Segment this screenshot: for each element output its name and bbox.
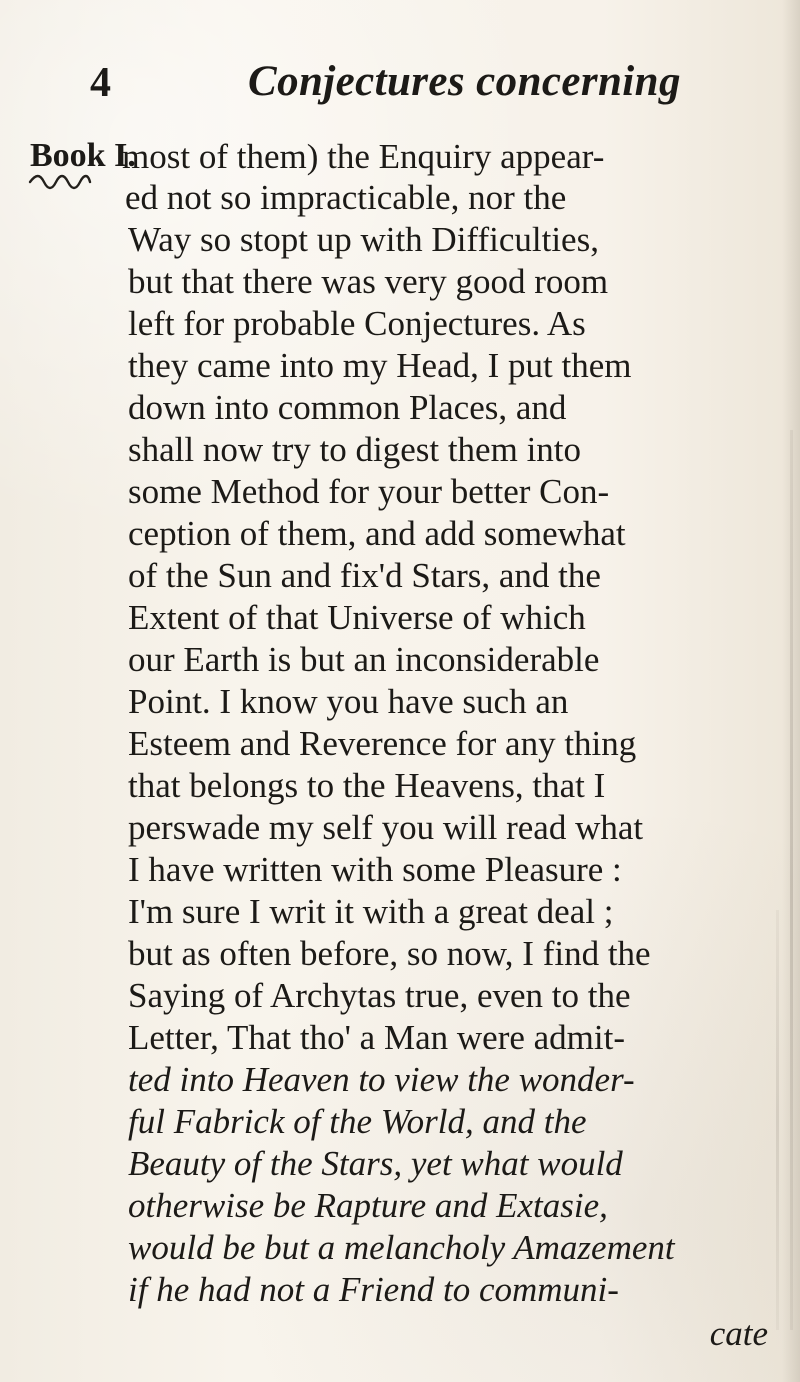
- book-label: Book I.: [30, 137, 136, 174]
- text-line-16: that belongs to the Heavens, that I: [128, 766, 606, 805]
- text-line-08: shall now try to digest them into: [128, 430, 582, 469]
- text-line-07: down into common Places, and: [128, 388, 567, 427]
- text-line-05: left for probable Conjectures. As: [128, 304, 586, 343]
- running-head: Conjectures concerning: [248, 58, 681, 105]
- text-line-06: they came into my Head, I put them: [128, 346, 632, 385]
- text-line-22: Letter, That tho' a Man were admit-: [128, 1018, 625, 1057]
- text-line-19: I'm sure I writ it with a great deal ;: [128, 892, 614, 931]
- text-line-23: ted into Heaven to view the wonder-: [128, 1060, 635, 1099]
- text-line-11: of the Sun and fix'd Stars, and the: [128, 556, 601, 595]
- text-line-15: Esteem and Reverence for any thing: [128, 724, 637, 763]
- text-line-01: most of them) the Enquiry appear-: [122, 137, 605, 176]
- text-line-12: Extent of that Universe of which: [128, 598, 586, 637]
- text-line-27: would be but a melancholy Amazement: [128, 1228, 675, 1267]
- text-line-20: but as often before, so now, I find the: [128, 934, 651, 973]
- text-line-14: Point. I know you have such an: [128, 682, 569, 721]
- text-line-26: otherwise be Rapture and Extasie,: [128, 1186, 608, 1225]
- text-line-29: cate: [709, 1314, 768, 1353]
- text-line-24: ful Fabrick of the World, and the: [128, 1102, 587, 1141]
- text-line-18: I have written with some Pleasure :: [128, 850, 622, 889]
- text-line-03: Way so stopt up with Difficulties,: [128, 220, 599, 259]
- text-line-02: ed not so impracticable, nor the: [125, 178, 567, 217]
- page-number: 4: [90, 60, 111, 106]
- text-line-21: Saying of Archytas true, even to the: [128, 976, 631, 1015]
- text-line-25: Beauty of the Stars, yet what would: [128, 1144, 623, 1183]
- text-line-04: but that there was very good room: [128, 262, 609, 301]
- text-line-10: ception of them, and add somewhat: [128, 514, 626, 553]
- text-line-09: some Method for your better Con-: [128, 472, 610, 511]
- text-line-13: our Earth is but an inconsiderable: [128, 640, 600, 679]
- text-line-17: perswade my self you will read what: [128, 808, 644, 847]
- text-line-28: if he had not a Friend to communi-: [128, 1270, 619, 1309]
